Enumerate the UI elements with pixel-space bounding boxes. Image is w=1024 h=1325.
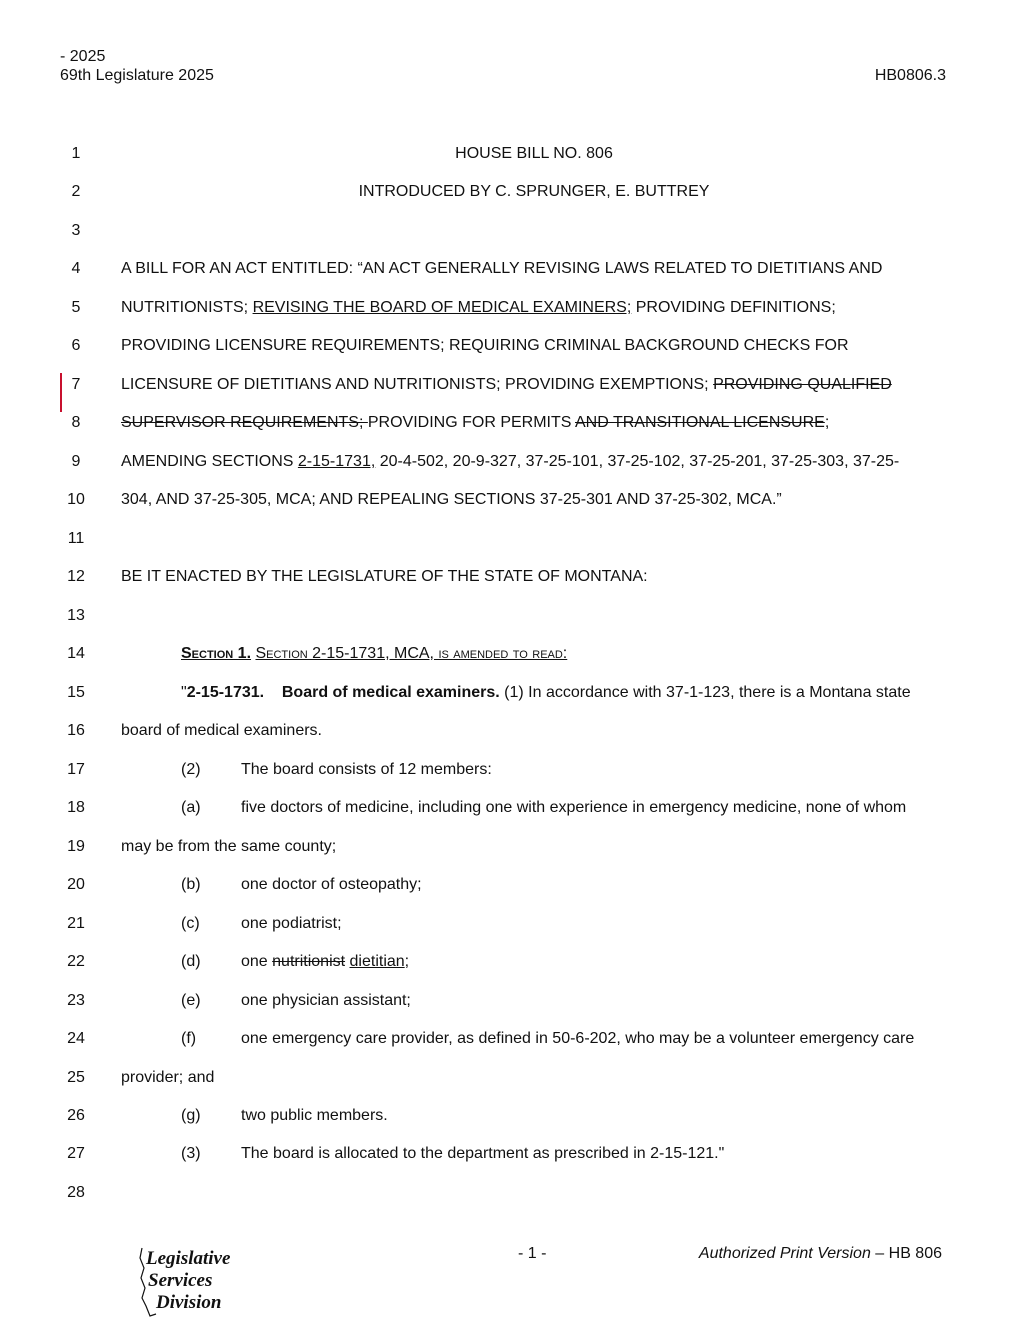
logo-line-3: Division — [156, 1292, 222, 1313]
line-18 — [0, 796, 1024, 820]
subsection-label: (c) — [181, 915, 200, 932]
act-title-text — [121, 373, 892, 397]
line-number: 12 — [67, 568, 85, 585]
subsection-text: one physician assistant; — [241, 992, 411, 1009]
deleted-text: SUPERVISOR REQUIREMENTS; — [121, 414, 368, 431]
subsection-text: may be from the same county; — [121, 838, 337, 855]
line-20 — [0, 873, 1024, 897]
plain-text: PROVIDING FOR PERMITS — [367, 414, 575, 431]
logo-line-2: Services — [148, 1270, 213, 1291]
line-number: 25 — [67, 1069, 85, 1086]
subsection-text: one podiatrist; — [241, 915, 342, 932]
act-title-text — [121, 296, 836, 320]
line-13 — [0, 604, 1024, 628]
page-number: - 1 - — [518, 1245, 547, 1262]
line-number: 17 — [67, 761, 85, 778]
act-title-text: PROVIDING LICENSURE REQUIREMENTS; REQUIRING CRIMINAL BACKGROUND CHECKS FOR — [121, 337, 849, 354]
subsection-text: one doctor of osteopathy; — [241, 876, 422, 893]
line-number: 28 — [67, 1184, 85, 1201]
line-8 — [0, 411, 1024, 435]
subsection-text: The board consists of 12 members: — [241, 761, 492, 778]
deleted-text: PROVIDING QUALIFIED — [713, 376, 892, 393]
catchline: Board of medical examiners. — [281, 684, 500, 701]
subsection-text: two public members. — [241, 1107, 388, 1124]
section-number: Section 1. — [181, 645, 252, 662]
subsection-label: (a) — [181, 799, 201, 816]
deleted-text: AND TRANSITIONAL LICENSURE — [575, 414, 825, 431]
line-11 — [0, 527, 1024, 551]
line-number: 5 — [71, 299, 81, 316]
line-23 — [0, 989, 1024, 1013]
line-17 — [0, 758, 1024, 782]
line-27 — [0, 1142, 1024, 1166]
line-number: 20 — [67, 876, 85, 893]
line-number: 3 — [71, 222, 81, 239]
plain-text: NUTRITIONISTS; — [121, 299, 253, 316]
inserted-text: 2-15-1731, — [297, 453, 376, 470]
subsection-text: five doctors of medicine, including one with experience in emergency medicine, none of whom — [241, 799, 907, 816]
line-number: 2 — [71, 183, 81, 200]
plain-text: 20-4-502, 20-9-327, 37-25-101, 37-25-102, 37-25-201, 37-25-303, 37-25- — [375, 453, 900, 470]
line-number: 24 — [67, 1030, 85, 1047]
line-10 — [0, 488, 1024, 512]
line-number: 27 — [67, 1145, 85, 1162]
act-title-text — [121, 411, 829, 435]
subsection-label: (b) — [181, 876, 201, 893]
inserted-text: dietitian — [349, 953, 405, 970]
header-dash-year: - 2025 — [60, 48, 106, 65]
line-number: 23 — [67, 992, 85, 1009]
line-number: 11 — [67, 530, 85, 547]
plain-text: (1) In accordance with 37-1-123, there is a Montana state — [499, 684, 911, 701]
section-heading-rest: Section 2-15-1731, MCA, is amended to read: — [255, 645, 568, 662]
subsection-text: one emergency care provider, as defined in 50-6-202, who may be a volunteer emergency care — [241, 1030, 915, 1047]
header-bill-id: HB0806.3 — [874, 67, 946, 84]
plain-text: ; — [824, 414, 830, 431]
plain-text: AMENDING SECTIONS — [121, 453, 298, 470]
act-title-text: 304, AND 37-25-305, MCA; AND REPEALING SECTIONS 37-25-301 AND 37-25-302, MCA.” — [121, 491, 782, 508]
line-number: 26 — [67, 1107, 85, 1124]
plain-text: one — [241, 953, 273, 970]
line-26 — [0, 1104, 1024, 1128]
line-number: 15 — [67, 684, 85, 701]
line-number: 13 — [67, 607, 85, 624]
section-text: board of medical examiners. — [121, 722, 322, 739]
line-4 — [0, 257, 1024, 281]
line-16 — [0, 719, 1024, 743]
line-3 — [0, 219, 1024, 243]
auth-italic: Authorized Print Version — [698, 1245, 871, 1262]
line-number: 8 — [71, 414, 81, 431]
line-number: 9 — [71, 453, 81, 470]
line-1 — [0, 142, 1024, 166]
line-28 — [0, 1181, 1024, 1205]
subsection-label: (2) — [181, 761, 201, 778]
line-6 — [0, 334, 1024, 358]
line-5 — [0, 296, 1024, 320]
section-cite: 2-15-1731. — [186, 684, 265, 701]
introduced-by: INTRODUCED BY C. SPRUNGER, E. BUTTREY — [358, 183, 710, 200]
subsection-label: (3) — [181, 1145, 201, 1162]
line-19 — [0, 835, 1024, 859]
line-number: 14 — [67, 645, 85, 662]
line-number: 7 — [71, 376, 81, 393]
line-24 — [0, 1027, 1024, 1051]
enacting-clause: BE IT ENACTED BY THE LEGISLATURE OF THE STATE OF MONTANA: — [121, 568, 648, 585]
line-14 — [0, 642, 1024, 666]
line-15 — [0, 681, 1024, 705]
line-21 — [0, 912, 1024, 936]
subsection-label: (e) — [181, 992, 201, 1009]
authorized-print-version — [699, 1245, 942, 1263]
subsection-label: (f) — [181, 1030, 197, 1047]
line-number: 1 — [71, 145, 81, 162]
line-25 — [0, 1066, 1024, 1090]
line-number: 21 — [67, 915, 85, 932]
plain-text: LICENSURE OF DIETITIANS AND NUTRITIONISTS; PROVIDING EXEMPTIONS; — [121, 376, 714, 393]
act-title-text: A BILL FOR AN ACT ENTITLED: “AN ACT GENERALLY REVISING LAWS RELATED TO DIETITIANS AND — [121, 260, 883, 277]
subsection-text: provider; and — [121, 1069, 215, 1086]
auth-bill: – HB 806 — [870, 1245, 942, 1262]
line-number: 4 — [71, 260, 81, 277]
line-22 — [0, 950, 1024, 974]
legislative-services-division-logo — [132, 1244, 252, 1318]
quote-mark: " — [181, 684, 187, 701]
logo-line-1: Legislative — [146, 1248, 231, 1269]
line-9 — [0, 450, 1024, 474]
deleted-text: nutritionist — [272, 953, 346, 970]
line-number: 6 — [71, 337, 81, 354]
plain-text: PROVIDING DEFINITIONS; — [631, 299, 836, 316]
line-number: 19 — [67, 838, 85, 855]
line-number: 18 — [67, 799, 85, 816]
plain-text: ; — [404, 953, 410, 970]
subsection-text: The board is allocated to the department as prescribed in 2-15-121." — [241, 1145, 725, 1162]
line-number: 16 — [67, 722, 85, 739]
line-number: 10 — [67, 491, 85, 508]
section-text — [181, 681, 911, 705]
subsection-label: (g) — [181, 1107, 201, 1124]
line-2 — [0, 180, 1024, 204]
header-legislature: 69th Legislature 2025 — [60, 67, 214, 84]
section-heading — [181, 642, 567, 666]
act-title-text — [121, 450, 899, 474]
subsection-text — [241, 950, 409, 974]
subsection-label: (d) — [181, 953, 201, 970]
line-12 — [0, 565, 1024, 589]
line-7 — [0, 373, 1024, 397]
bill-number-title: HOUSE BILL NO. 806 — [455, 145, 613, 162]
inserted-text: REVISING THE BOARD OF MEDICAL EXAMINERS; — [252, 299, 632, 316]
line-number: 22 — [67, 953, 85, 970]
